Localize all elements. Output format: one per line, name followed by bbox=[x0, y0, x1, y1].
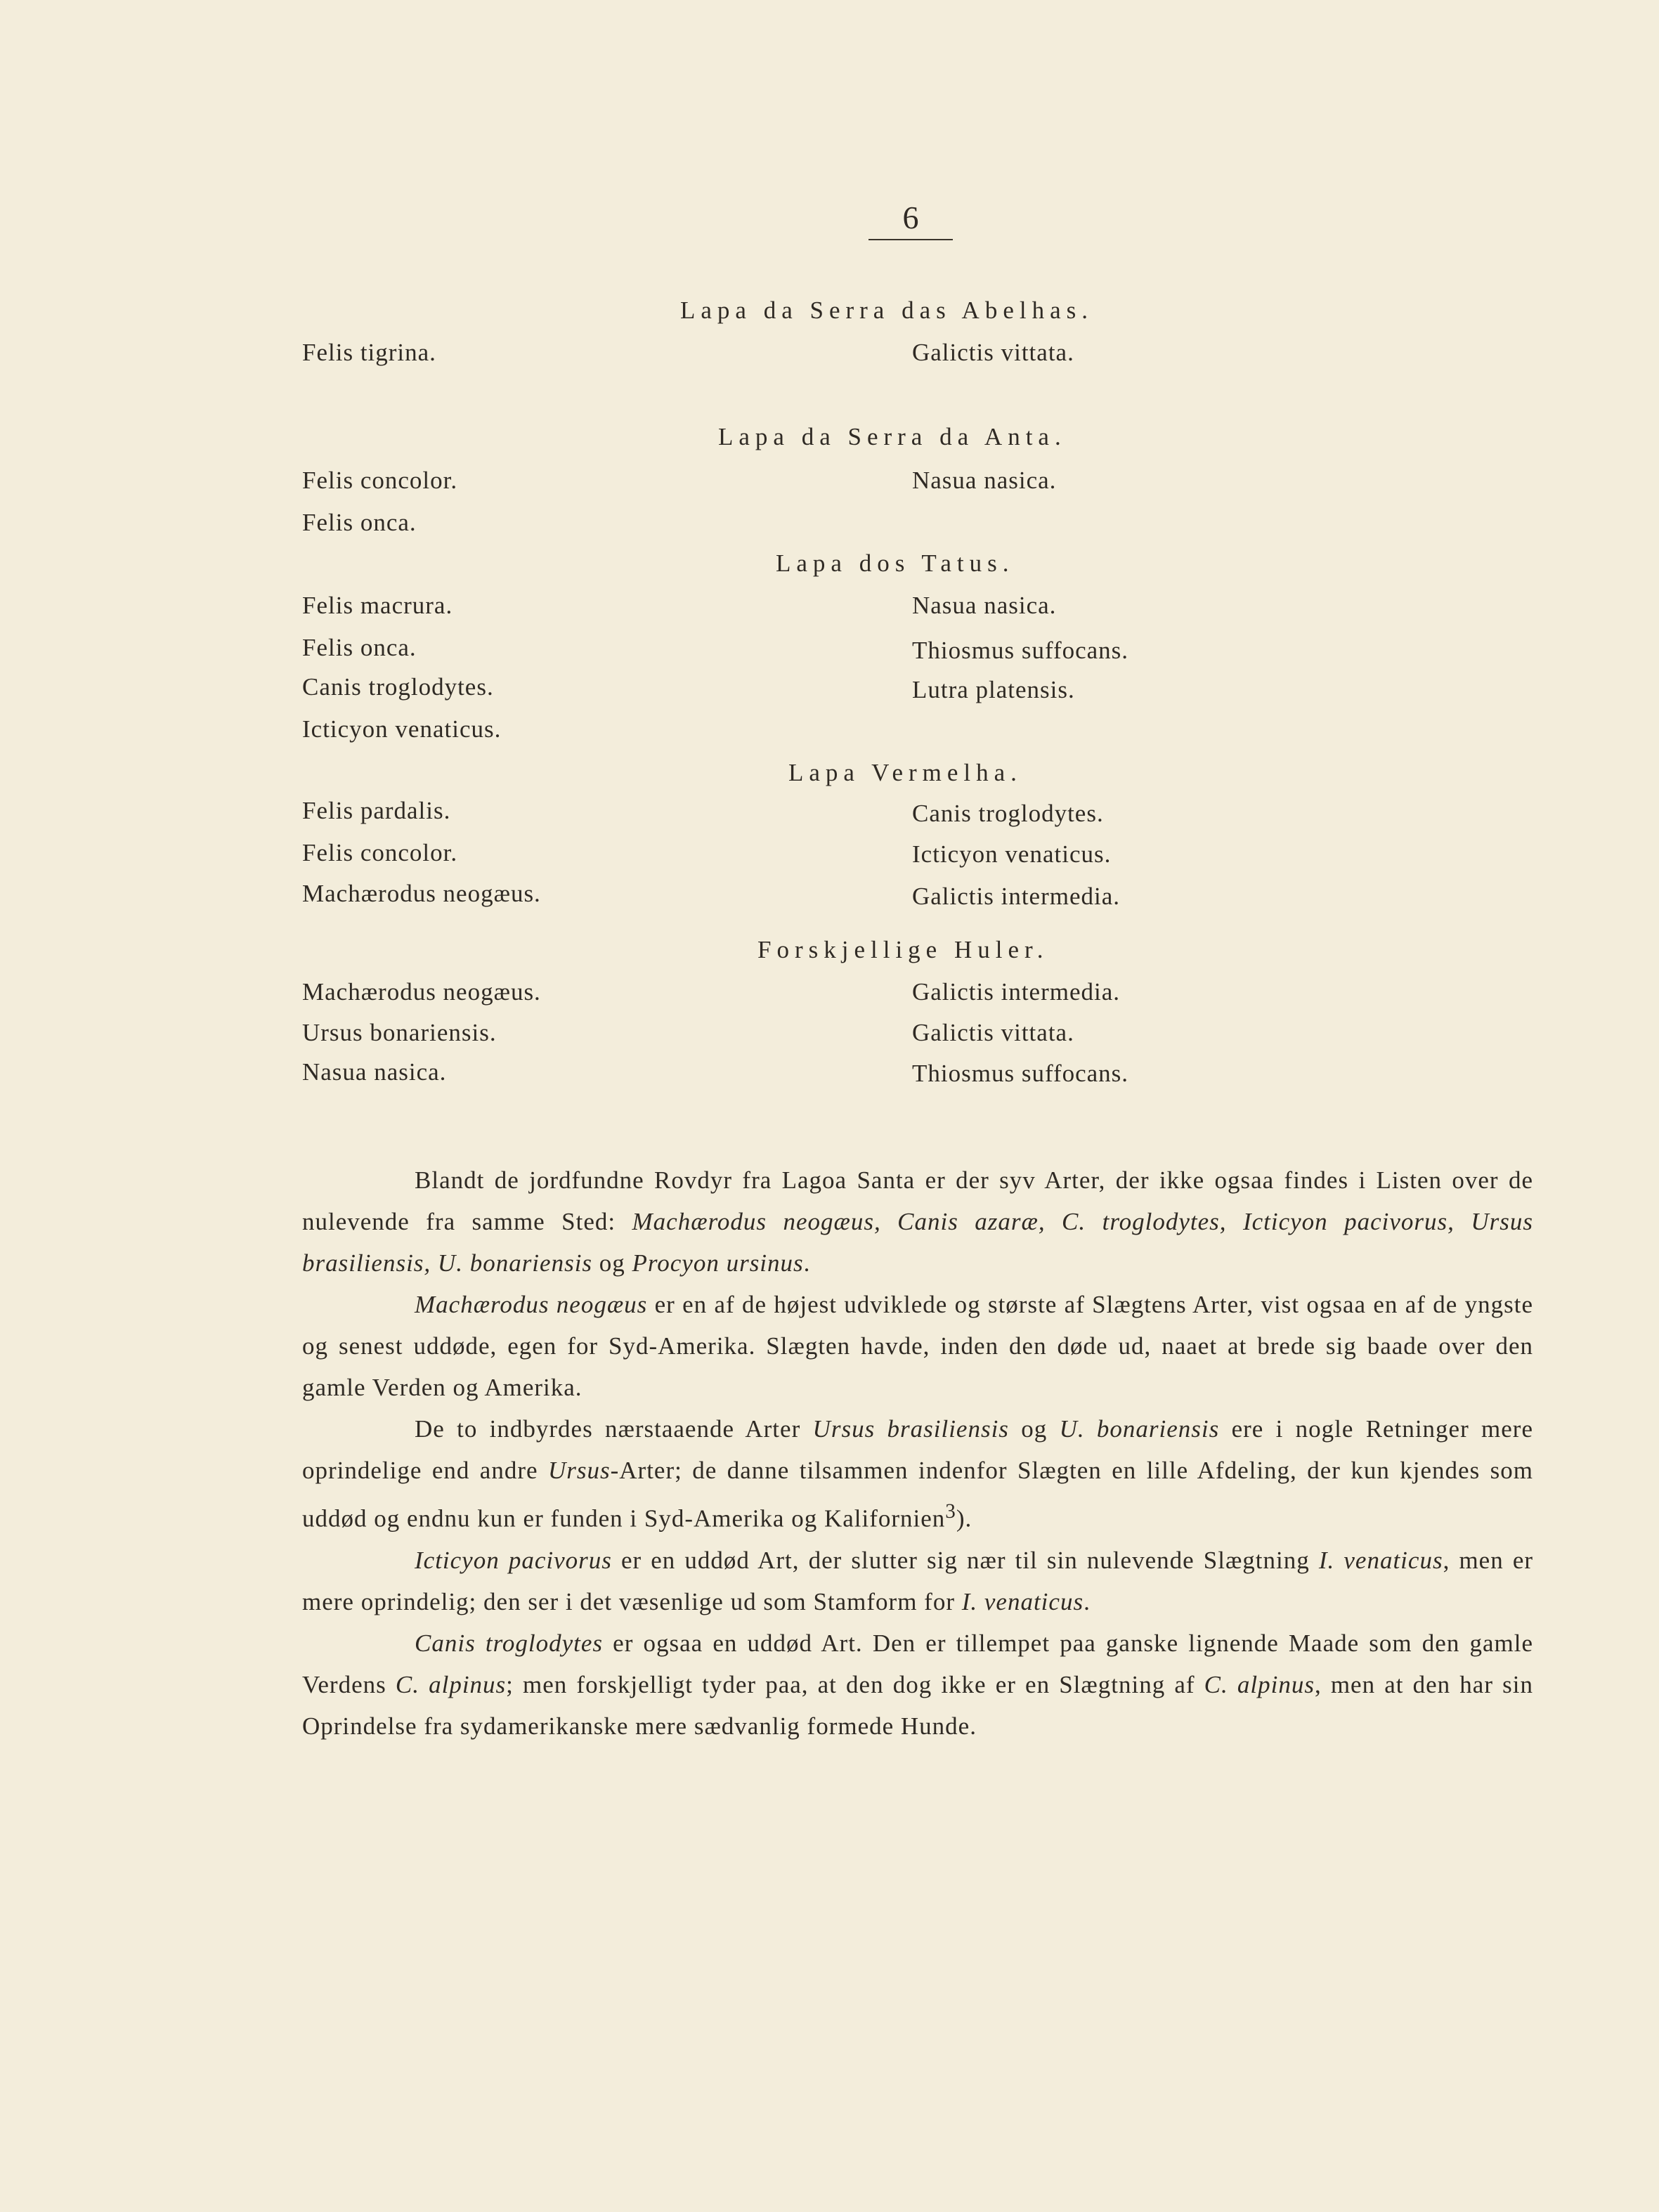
species-entry: Icticyon venaticus. bbox=[302, 715, 502, 743]
species-entry: Felis tigrina. bbox=[302, 339, 436, 366]
text-run: , men at den har sin Oprindelse fra sydamerikanske mere sædvanlig formede Hunde. bbox=[302, 1670, 1533, 1740]
species-entry: Nasua nasica. bbox=[912, 467, 1057, 494]
text-run: . bbox=[1084, 1587, 1091, 1615]
species-entry: Galictis vittata. bbox=[912, 1019, 1074, 1046]
species-entry: Thiosmus suffocans. bbox=[912, 1060, 1129, 1087]
page-number: 6 bbox=[902, 200, 919, 235]
species-entry: Thiosmus suffocans. bbox=[912, 637, 1129, 664]
cave-heading: Lapa da Serra das Abelhas. bbox=[680, 297, 1093, 324]
cave-heading: Lapa dos Tatus. bbox=[776, 549, 1015, 577]
body-text bbox=[302, 1159, 1533, 1747]
species-entry: Icticyon venaticus. bbox=[912, 840, 1112, 868]
italic-run: Procyon ursinus bbox=[632, 1249, 804, 1277]
italic-run: Icticyon pacivorus bbox=[415, 1546, 612, 1574]
text-run: ere i nogle Retninger mere oprindelige end andre bbox=[302, 1415, 1533, 1484]
species-entry: Machærodus neogæus. bbox=[302, 880, 541, 907]
species-entry: Galictis vittata. bbox=[912, 339, 1074, 366]
italic-run: I. venaticus bbox=[1318, 1546, 1443, 1574]
text-run: Blandt de jordfundne Rovdyr fra Lagoa Santa er der syv Arter, der ikke ogsaa findes i Listen over de nulevende fra samme Sted: bbox=[302, 1166, 1533, 1235]
species-entry: Galictis intermedia. bbox=[912, 978, 1121, 1006]
italic-run: Canis troglodytes bbox=[415, 1629, 604, 1657]
species-entry: Canis troglodytes. bbox=[912, 800, 1104, 827]
paragraph bbox=[302, 1408, 1533, 1540]
italic-run: C. alpinus bbox=[1204, 1670, 1315, 1698]
species-entry: Galictis intermedia. bbox=[912, 883, 1121, 910]
text-run: -Arter; de danne tilsammen indenfor Slægten en lille Afdeling, der kun kjendes som uddød og endnu kun er funden i Syd-Amerika og Kalifornien bbox=[302, 1457, 1533, 1533]
italic-run: Ursus brasiliensis bbox=[812, 1415, 1009, 1443]
italic-run: Machærodus neogæus bbox=[415, 1291, 648, 1318]
species-entry: Felis macrura. bbox=[302, 592, 453, 619]
paragraph bbox=[302, 1159, 1533, 1284]
text-run: , men er mere oprindelig; den ser i det væsenlige ud som Stamform for bbox=[302, 1546, 1534, 1615]
species-entry: Felis concolor. bbox=[302, 839, 458, 866]
species-entry: Lutra platensis. bbox=[912, 676, 1075, 703]
text-run: De to indbyrdes nærstaaende Arter bbox=[415, 1415, 813, 1443]
text-run: og bbox=[1008, 1415, 1060, 1443]
cave-heading: Lapa Vermelha. bbox=[788, 759, 1022, 786]
species-entry: Ursus bonariensis. bbox=[302, 1019, 497, 1046]
species-entry: Nasua nasica. bbox=[912, 592, 1057, 619]
species-entry: Machærodus neogæus. bbox=[302, 978, 541, 1006]
page-number-rule bbox=[868, 239, 953, 240]
footnote-marker: 3 bbox=[945, 1500, 956, 1523]
italic-run: I. venaticus bbox=[961, 1587, 1084, 1615]
text-run: og bbox=[592, 1249, 632, 1277]
cave-heading: Lapa da Serra da Anta. bbox=[718, 423, 1067, 450]
species-entry: Felis pardalis. bbox=[302, 797, 451, 824]
text-run: er en af de højest udviklede og største af Slægtens Arter, vist ogsaa en af de yngste og senest uddøde, egen for Syd-Amerika. Slægten havde, inden den døde ud, naaet at brede sig baade over den gamle Verden og Amerika. bbox=[302, 1291, 1534, 1401]
italic-run: Ursus bbox=[547, 1457, 611, 1484]
text-run: ; men forskjelligt tyder paa, at den dog ikke er en Slægtning af bbox=[506, 1670, 1204, 1698]
text-run: ). bbox=[956, 1504, 972, 1533]
italic-run: Machærodus neogæus, Canis azaræ, C. troglodytes, Icticyon pacivorus, Ursus brasiliensis, U. bonariensis bbox=[302, 1208, 1533, 1277]
paragraph bbox=[302, 1622, 1533, 1747]
italic-run: U. bonariensis bbox=[1059, 1415, 1220, 1443]
species-entry: Felis onca. bbox=[302, 634, 417, 661]
italic-run: C. alpinus bbox=[395, 1670, 507, 1698]
paragraph bbox=[302, 1284, 1533, 1408]
species-entry: Nasua nasica. bbox=[302, 1058, 447, 1086]
species-entry: Canis troglodytes. bbox=[302, 673, 494, 701]
paragraph bbox=[302, 1540, 1533, 1622]
species-entry: Felis onca. bbox=[302, 509, 417, 536]
text-run: er ogsaa en uddød Art. Den er tillempet paa ganske lignende Maade som den gamle Verdens bbox=[302, 1629, 1534, 1698]
cave-heading: Forskjellige Huler. bbox=[757, 936, 1049, 963]
text-run: er en uddød Art, der slutter sig nær til sin nulevende Slægtning bbox=[611, 1546, 1319, 1574]
text-run: . bbox=[803, 1249, 811, 1277]
species-entry: Felis concolor. bbox=[302, 467, 458, 494]
